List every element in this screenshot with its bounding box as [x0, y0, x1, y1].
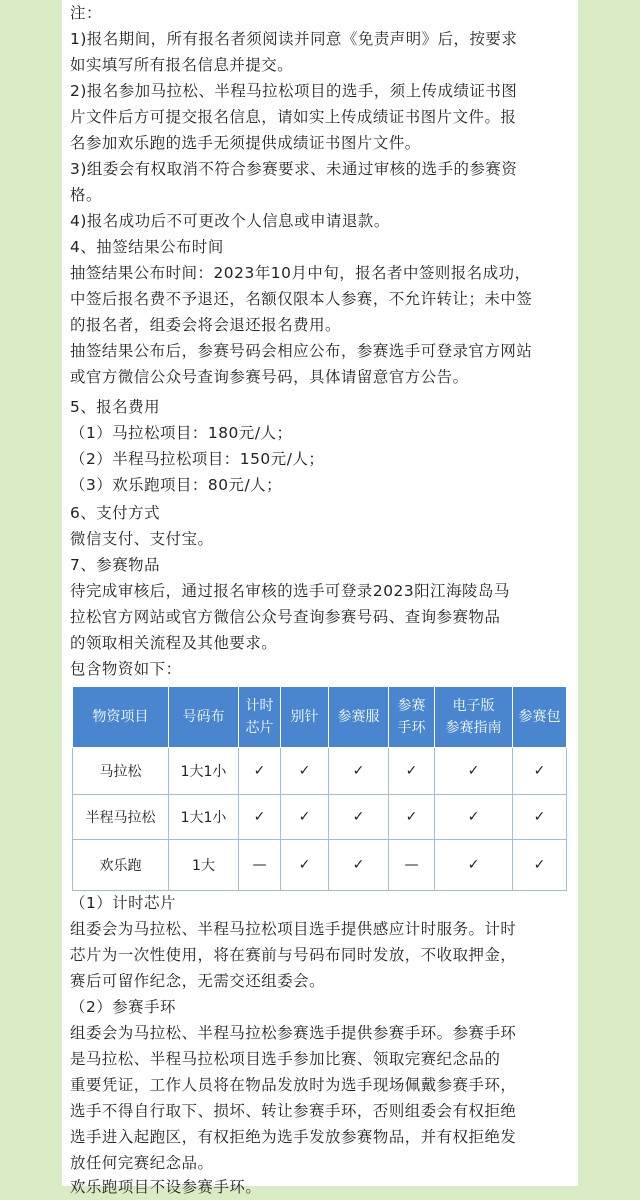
notes-line: 如实填写所有报名信息并提交。 — [70, 56, 294, 74]
goods-table — [72, 686, 567, 891]
wristband-line: 放任何完赛纪念品。 — [70, 1154, 214, 1172]
section-heading-lottery: 4、抽签结果公布时间 — [70, 238, 224, 256]
wristband-line: 选手进入起跑区，有权拒绝为选手发放参赛物品，并有权拒绝发 — [70, 1128, 517, 1146]
table-cell: ✓ — [513, 840, 567, 891]
table-cell: ✓ — [239, 748, 281, 795]
table-cell: ✓ — [281, 795, 329, 840]
table-row — [73, 795, 567, 840]
header-cell-chip: 计时 芯片 — [239, 687, 281, 748]
table-cell: ✓ — [329, 748, 389, 795]
notes-line: 片文件后方可提交报名信息，请如实上传成绩证书图片文件。报 — [70, 108, 517, 126]
fee-item: （3）欢乐跑项目：80元/人； — [70, 476, 283, 494]
table-cell: ✓ — [239, 795, 281, 840]
table-cell: ✓ — [389, 795, 435, 840]
goods-line: 的领取相关流程及其他要求。 — [70, 634, 278, 652]
header-cell-bag: 参赛包 — [513, 687, 567, 748]
notes-line: 格。 — [70, 186, 102, 204]
table-cell: ✓ — [435, 840, 513, 891]
goods-intro: 包含物资如下： — [70, 660, 182, 678]
chip-line: 芯片为一次性使用，将在赛前与号码布同时发放，不收取押金， — [70, 946, 517, 964]
wristband-line: 重要凭证，工作人员将在物品发放时为选手现场佩戴参赛手环， — [70, 1076, 517, 1094]
notes-line: 名参加欢乐跑的选手无须提供成绩证书图片文件。 — [70, 134, 421, 152]
notes-line: 4)报名成功后不可更改个人信息或申请退款。 — [70, 212, 390, 230]
table-cell: — — [389, 840, 435, 891]
lottery-line: 或官方微信公众号查询参赛号码，具体请留意官方公告。 — [70, 368, 469, 386]
table-cell: 1大1小 — [169, 795, 239, 840]
lottery-line: 抽签结果公布时间：2023年10月中旬，报名者中签则报名成功， — [70, 264, 531, 282]
table-cell: ✓ — [513, 748, 567, 795]
header-cell-item: 物资项目 — [73, 687, 169, 748]
subsection-heading-chip: （1）计时芯片 — [70, 894, 176, 912]
notes-line: 3)组委会有权取消不符合参赛要求、未通过审核的选手的参赛资 — [70, 160, 518, 178]
header-cell-bib: 号码布 — [169, 687, 239, 748]
table-cell: 欢乐跑 — [73, 840, 169, 891]
payment-text: 微信支付、支付宝。 — [70, 530, 214, 548]
table-cell: ✓ — [435, 795, 513, 840]
lottery-line: 的报名者，组委会将会退还报名费用。 — [70, 316, 341, 334]
chip-line: 赛后可留作纪念，无需交还组委会。 — [70, 972, 326, 990]
table-cell: 半程马拉松 — [73, 795, 169, 840]
header-cell-guide: 电子版 参赛指南 — [435, 687, 513, 748]
table-cell: — — [239, 840, 281, 891]
table-cell: ✓ — [281, 748, 329, 795]
wristband-line: 欢乐跑项目不设参赛手环。 — [70, 1178, 262, 1196]
fee-item: （2）半程马拉松项目：150元/人； — [70, 450, 325, 468]
table-cell: ✓ — [389, 748, 435, 795]
wristband-line: 选手不得自行取下、损坏、转让参赛手环，否则组委会有权拒绝 — [70, 1102, 517, 1120]
notes-line: 注： — [70, 4, 102, 22]
header-cell-wristband: 参赛 手环 — [389, 687, 435, 748]
section-heading-payment: 6、支付方式 — [70, 504, 161, 522]
lottery-line: 中签后报名费不予退还，名额仅限本人参赛，不允许转让；未中签 — [70, 290, 533, 308]
table-cell: ✓ — [513, 795, 567, 840]
goods-line: 待完成审核后，通过报名审核的选手可登录2023阳江海陵岛马 — [70, 582, 510, 600]
subsection-heading-wristband: （2）参赛手环 — [70, 998, 176, 1016]
table-header-row — [73, 687, 567, 748]
header-cell-shirt: 参赛服 — [329, 687, 389, 748]
table-cell: 1大 — [169, 840, 239, 891]
table-cell: ✓ — [329, 840, 389, 891]
table-cell: ✓ — [329, 795, 389, 840]
table-cell: ✓ — [435, 748, 513, 795]
table-cell: 1大1小 — [169, 748, 239, 795]
section-heading-fees: 5、报名费用 — [70, 398, 161, 416]
lottery-line: 抽签结果公布后，参赛号码会相应公布，参赛选手可登录官方网站 — [70, 342, 533, 360]
wristband-line: 是马拉松、半程马拉松项目选手参加比赛、领取完赛纪念品的 — [70, 1050, 501, 1068]
wristband-line: 组委会为马拉松、半程马拉松参赛选手提供参赛手环。参赛手环 — [70, 1024, 517, 1042]
section-heading-goods: 7、参赛物品 — [70, 556, 161, 574]
table-row — [73, 840, 567, 891]
table-row — [73, 748, 567, 795]
table-cell: ✓ — [281, 840, 329, 891]
chip-line: 组委会为马拉松、半程马拉松项目选手提供感应计时服务。计时 — [70, 920, 517, 938]
goods-line: 拉松官方网站或官方微信公众号查询参赛号码、查询参赛物品 — [70, 608, 501, 626]
notes-line: 1)报名期间，所有报名者须阅读并同意《免责声明》后，按要求 — [70, 30, 518, 48]
fee-item: （1）马拉松项目：180元/人； — [70, 424, 293, 442]
header-cell-pin: 别针 — [281, 687, 329, 748]
table-cell: 马拉松 — [73, 748, 169, 795]
notes-line: 2)报名参加马拉松、半程马拉松项目的选手，须上传成绩证书图 — [70, 82, 518, 100]
